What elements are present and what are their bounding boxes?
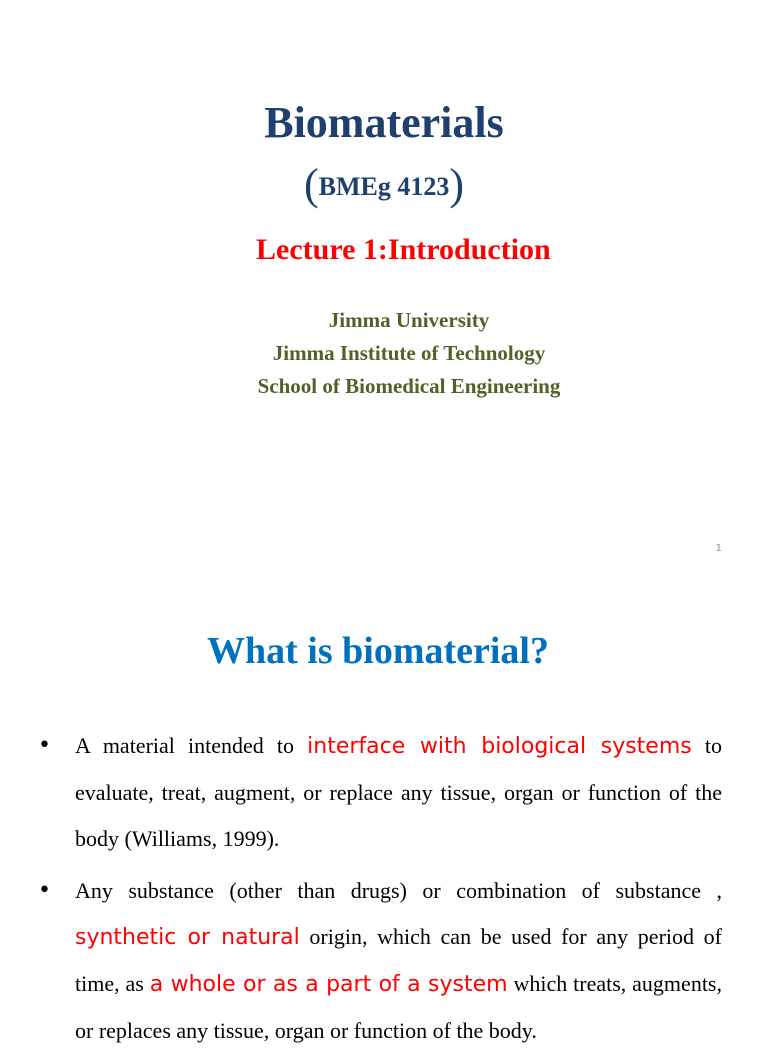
course-code-text: BMEg 4123 — [318, 172, 450, 201]
university-name: Jimma University — [328, 308, 490, 332]
highlight-text: interface with biological systems — [307, 734, 692, 759]
slide-number: 1 — [715, 543, 722, 554]
content-slide — [0, 575, 768, 1043]
institution-block — [0, 304, 768, 403]
school-name: School of Biomedical Engineering — [257, 374, 561, 398]
highlight-text: synthetic or natural — [75, 925, 300, 950]
bullet-text: to evaluate, treat, augment, or replace any tissue, organ or function of the body (Williams, 1999). — [75, 733, 722, 851]
presentation-title: Biomaterials — [264, 98, 504, 147]
section-title: What is biomaterial? — [207, 630, 549, 672]
bullet-icon: • — [38, 733, 51, 758]
bullet-icon: • — [38, 878, 51, 903]
bullet-text: Any substance (other than drugs) or combination of substance , — [75, 878, 722, 903]
list-item — [38, 723, 722, 862]
highlight-text: a whole or as a part of a system — [149, 972, 508, 997]
course-code-open-paren: ( — [303, 160, 319, 209]
definition-list — [38, 723, 722, 1060]
bullet-text: which treats, augments, or replaces any tissue, organ or function of the body. — [75, 971, 722, 1043]
bullet-text: origin, which can be used for any period of time, as — [75, 924, 722, 996]
list-item — [38, 868, 722, 1054]
lecture-title: Lecture 1:Introduction — [256, 233, 551, 266]
institute-name: Jimma Institute of Technology — [272, 341, 546, 365]
course-code — [0, 160, 768, 216]
bullet-text: A material intended to — [75, 733, 308, 758]
course-code-close-paren: ) — [449, 160, 465, 209]
